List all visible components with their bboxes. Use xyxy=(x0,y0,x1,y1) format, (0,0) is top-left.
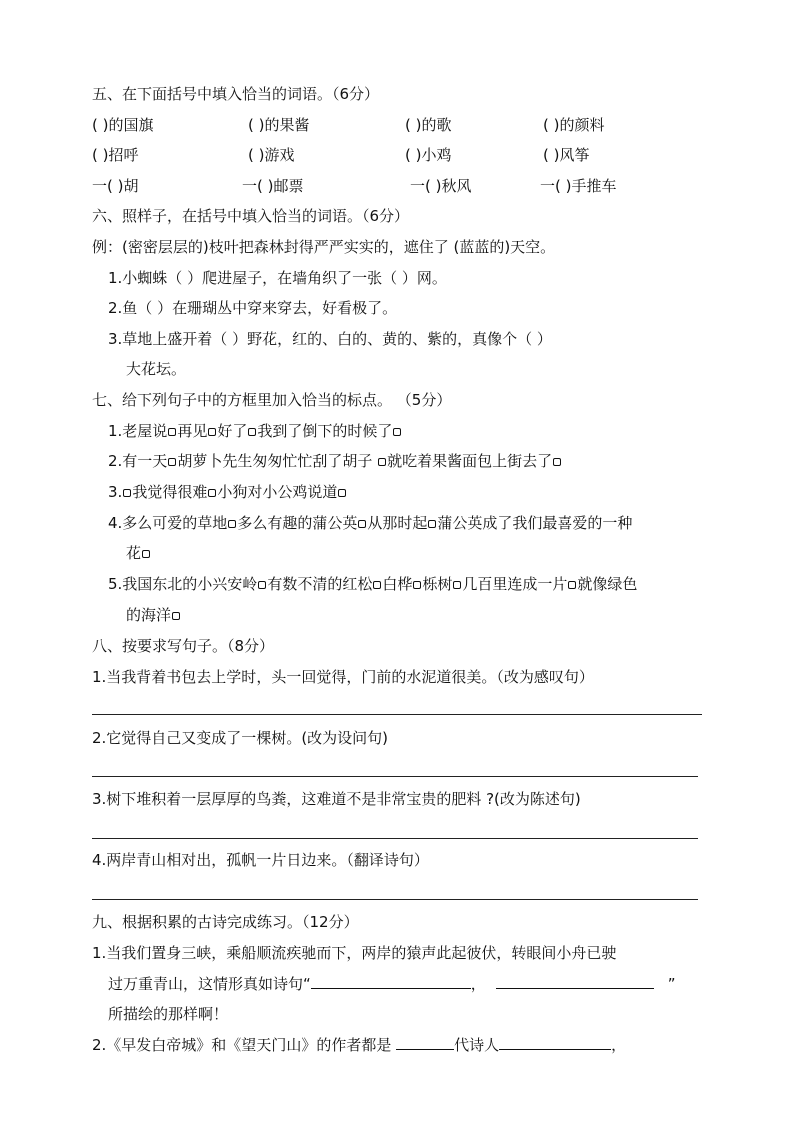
section-6-q2: 2.鱼（ ）在珊瑚丛中穿来穿去，好看极了。 xyxy=(108,299,398,317)
text-part: 胡萝卜先生匆匆忙忙刮了胡子 xyxy=(177,452,378,470)
section-9-q1-line2 xyxy=(108,974,676,994)
section-8-heading: 八、按要求写句子。（8分） xyxy=(92,637,275,655)
section-6-q3-cont: 大花坛。 xyxy=(126,360,187,378)
section-8-q1: 1.当我背着书包去上学时，头一回觉得，门前的水泥道很美。（改为感叹句） xyxy=(92,668,594,686)
text-part: ， xyxy=(470,975,486,993)
text-part: 5.我国东北的小兴安岭 xyxy=(108,575,258,593)
text-part: 小狗对小公鸡说道 xyxy=(217,483,338,501)
section-9-q1-line1: 1.当我们置身三峡，乘船顺流疾驰而下，两岸的猿声此起彼伏，转眼间小舟已驶 xyxy=(92,944,617,962)
text-part: 蒲公英成了我们最喜爱的一种 xyxy=(437,514,633,532)
text-part: 1.老屋说 xyxy=(108,422,168,440)
section-9-q2 xyxy=(92,1035,626,1055)
section-7-q4 xyxy=(108,513,632,533)
answer-line[interactable] xyxy=(92,776,698,777)
text-part: 栎树 xyxy=(422,575,453,593)
section-6-heading: 六、照样子，在括号中填入恰当的词语。（6分） xyxy=(92,207,410,225)
blank-box-icon[interactable] xyxy=(428,520,436,528)
answer-line[interactable] xyxy=(92,714,702,715)
blank-box-icon[interactable] xyxy=(208,489,216,497)
text-part: 4.多么可爱的草地 xyxy=(108,514,228,532)
section-8-q2: 2.它觉得自己又变成了一棵树。(改为设问句) xyxy=(92,729,389,747)
fill-item: 一( )胡 xyxy=(92,177,139,195)
fill-item: 一( )邮票 xyxy=(242,177,304,195)
blank-box-icon[interactable] xyxy=(453,581,461,589)
section-8-q4: 4.两岸青山相对出，孤帆一片日边来。（翻译诗句） xyxy=(92,851,429,869)
text-part: 就像绿色 xyxy=(577,575,638,593)
text-part: 我到了倒下的时候了 xyxy=(257,422,393,440)
section-7-q5-cont xyxy=(126,605,181,625)
text-part: 有数不清的红松 xyxy=(267,575,373,593)
text-part: 代诗人 xyxy=(454,1036,500,1054)
text-part: 2.有一天 xyxy=(108,452,168,470)
text-part: 几百里连成一片 xyxy=(462,575,568,593)
section-9-heading: 九、根据积累的古诗完成练习。（12分） xyxy=(92,913,359,931)
blank-box-icon[interactable] xyxy=(378,458,386,466)
fill-item: ( )游戏 xyxy=(248,146,295,164)
fill-item: ( )风筝 xyxy=(543,146,590,164)
poet-blank[interactable] xyxy=(499,1035,611,1050)
text-part: 花 xyxy=(126,544,142,562)
dynasty-blank[interactable] xyxy=(396,1035,454,1050)
text-part: 就吃着果酱面包上街去了 xyxy=(387,452,553,470)
fill-item: 一( )秋风 xyxy=(410,177,472,195)
blank-box-icon[interactable] xyxy=(553,458,561,466)
section-7-q3 xyxy=(108,482,347,502)
blank-box-icon[interactable] xyxy=(373,581,381,589)
fill-item: ( )的果酱 xyxy=(248,116,310,134)
text-part: 我觉得很难 xyxy=(132,483,208,501)
section-6-q1: 1.小蜘蛛（ ）爬进屋子，在墙角织了一张（ ）网。 xyxy=(108,269,447,287)
fill-item: 一( )手推车 xyxy=(540,177,617,195)
poem-blank[interactable] xyxy=(496,974,654,989)
text-part: ” xyxy=(667,975,676,993)
text-part: 2.《早发白帝城》和《望天门山》的作者都是 xyxy=(92,1036,397,1054)
section-5-heading: 五、在下面括号中填入恰当的词语。（6分） xyxy=(92,85,380,103)
blank-box-icon[interactable] xyxy=(568,581,576,589)
text-part: ， xyxy=(611,1036,627,1054)
blank-box-icon[interactable] xyxy=(248,428,256,436)
section-7-q1 xyxy=(108,421,402,441)
section-7-q5 xyxy=(108,574,637,594)
blank-box-icon[interactable] xyxy=(172,612,180,620)
blank-box-icon[interactable] xyxy=(413,581,421,589)
blank-box-icon[interactable] xyxy=(228,520,236,528)
fill-item: ( )的国旗 xyxy=(92,116,154,134)
blank-box-icon[interactable] xyxy=(258,581,266,589)
fill-item: ( )的歌 xyxy=(405,116,452,134)
text-part: 多么有趣的蒲公英 xyxy=(237,514,358,532)
blank-box-icon[interactable] xyxy=(358,520,366,528)
text-part: 再见 xyxy=(177,422,208,440)
text-part: 从那时起 xyxy=(367,514,428,532)
fill-item: ( )招呼 xyxy=(92,146,139,164)
fill-item: ( )小鸡 xyxy=(405,146,452,164)
fill-item: ( )的颜料 xyxy=(543,116,605,134)
text-part: 的海洋 xyxy=(126,606,172,624)
text-part: 3. xyxy=(108,483,123,501)
text-part: 过万重青山，这情形真如诗句“ xyxy=(108,975,311,993)
poem-blank[interactable] xyxy=(311,974,471,989)
blank-box-icon[interactable] xyxy=(168,458,176,466)
answer-line[interactable] xyxy=(92,838,698,839)
section-7-q2 xyxy=(108,451,562,471)
text-part: 白桦 xyxy=(382,575,413,593)
section-9-q1-line3: 所描绘的那样啊！ xyxy=(108,1005,229,1023)
section-6-q3: 3.草地上盛开着（ ）野花，红的、白的、黄的、紫的，真像个（ ） xyxy=(108,330,552,348)
section-7-q4-cont xyxy=(126,543,151,563)
answer-line[interactable] xyxy=(92,899,698,900)
blank-box-icon[interactable] xyxy=(142,550,150,558)
section-6-example: 例：(密密层层的)枝叶把森林封得严严实实的，遮住了 (蓝蓝的)天空。 xyxy=(92,238,556,256)
text-part: 好了 xyxy=(217,422,248,440)
section-8-q3: 3.树下堆积着一层厚厚的鸟粪，这难道不是非常宝贵的肥料 ?(改为陈述句) xyxy=(92,790,581,808)
blank-box-icon[interactable] xyxy=(168,428,176,436)
blank-box-icon[interactable] xyxy=(393,428,401,436)
blank-box-icon[interactable] xyxy=(338,489,346,497)
blank-box-icon[interactable] xyxy=(123,489,131,497)
section-7-heading: 七、给下列句子中的方框里加入恰当的标点。 （5分） xyxy=(92,391,452,409)
blank-box-icon[interactable] xyxy=(208,428,216,436)
